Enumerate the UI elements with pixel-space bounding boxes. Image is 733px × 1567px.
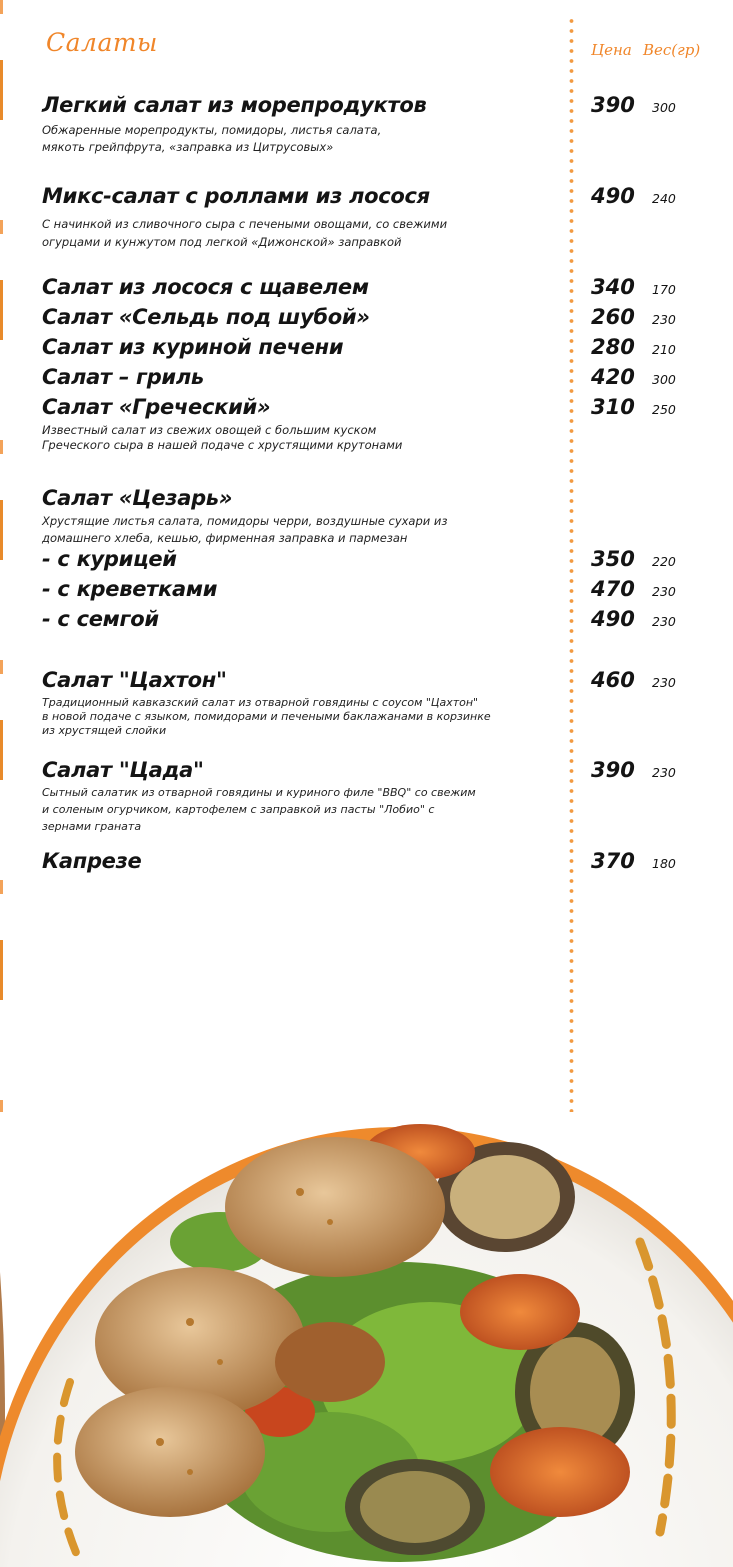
dish-description-line: из хрустящей слойки [42, 724, 167, 737]
dish-name: Салат «Цезарь» [42, 486, 233, 510]
dish-weight: 240 [652, 191, 676, 206]
dish-name: Салат – гриль [42, 365, 204, 389]
dish-description-line: Обжаренные морепродукты, помидоры, листья салата, [42, 123, 382, 137]
dish-price: 470 [591, 577, 635, 601]
dish-weight: 170 [652, 282, 676, 297]
dish-description-line: Известный салат из свежих овощей с большим куском [42, 423, 377, 437]
dish-name: Салат "Цахтон" [42, 668, 227, 692]
dish-name: Салат из лосося с щавелем [42, 275, 369, 299]
dish-weight: 230 [652, 765, 676, 780]
dish-description-line: и соленым огурчиком, картофелем с заправкой из пасты "Лобио" с [42, 803, 435, 816]
dish-price: 420 [591, 365, 635, 389]
dish-description-line: зернами граната [42, 820, 142, 833]
dish-weight: 230 [652, 312, 676, 327]
dish-price: 340 [591, 275, 635, 299]
dish-weight: 300 [652, 372, 676, 387]
dish-name: Легкий салат из морепродуктов [42, 93, 427, 117]
dish-price: 490 [591, 607, 635, 631]
dotted-column-divider [569, 16, 574, 1136]
dish-name: Салат «Греческий» [42, 395, 271, 419]
dish-description-line: Греческого сыра в нашей подаче с хрустящими крутонами [42, 438, 403, 452]
dish-weight: 230 [652, 614, 676, 629]
weight-column-header: Вес(гр) [643, 41, 701, 59]
dish-name: Салат из куриной печени [42, 335, 344, 359]
dish-weight: 220 [652, 554, 676, 569]
dish-weight: 230 [652, 584, 676, 599]
dish-description-line: Сытный салатик из отварной говядины и куриного филе "BBQ" со свежим [42, 786, 476, 799]
dish-price: 390 [591, 758, 635, 782]
dish-description-line: домашнего хлеба, кешью, фирменная заправка и пармезан [42, 531, 408, 545]
dish-price: 460 [591, 668, 635, 692]
dish-price: 310 [591, 395, 635, 419]
dish-name: - с курицей [42, 547, 177, 571]
dish-price: 370 [591, 849, 635, 873]
salad-plate-illustration [0, 1112, 733, 1567]
dish-price: 490 [591, 184, 635, 208]
dish-weight: 180 [652, 856, 676, 871]
price-column-header: Цена [591, 41, 632, 59]
dish-weight: 230 [652, 675, 676, 690]
dish-name: Микс-салат с роллами из лосося [42, 184, 430, 208]
dish-name: - с креветками [42, 577, 218, 601]
dish-description-line: С начинкой из сливочного сыра с печеными овощами, со свежими [42, 217, 448, 231]
dish-price: 280 [591, 335, 635, 359]
dish-weight: 300 [652, 100, 676, 115]
dish-name: Салат «Сельдь под шубой» [42, 305, 370, 329]
dish-name: Салат "Цада" [42, 758, 204, 782]
dish-description-line: Хрустящие листья салата, помидоры черри, воздушные сухари из [42, 514, 448, 528]
section-title: Салаты [46, 28, 158, 57]
dish-description-line: огурцами и кунжутом под легкой «Дижонской» заправкой [42, 235, 402, 249]
salad-photo [0, 1112, 733, 1567]
dish-price: 390 [591, 93, 635, 117]
dish-name: - с семгой [42, 607, 159, 631]
dish-price: 260 [591, 305, 635, 329]
dish-weight: 210 [652, 342, 676, 357]
dish-description-line: мякоть грейпфрута, «заправка из Цитрусовых» [42, 140, 334, 154]
dish-weight: 250 [652, 402, 676, 417]
dish-description-line: в новой подаче с языком, помидорами и печеными баклажанами в корзинке [42, 710, 491, 723]
dish-description-line: Традиционный кавказский салат из отварной говядины с соусом "Цахтон" [42, 696, 479, 709]
dish-name: Капрезе [42, 849, 142, 873]
dish-price: 350 [591, 547, 635, 571]
